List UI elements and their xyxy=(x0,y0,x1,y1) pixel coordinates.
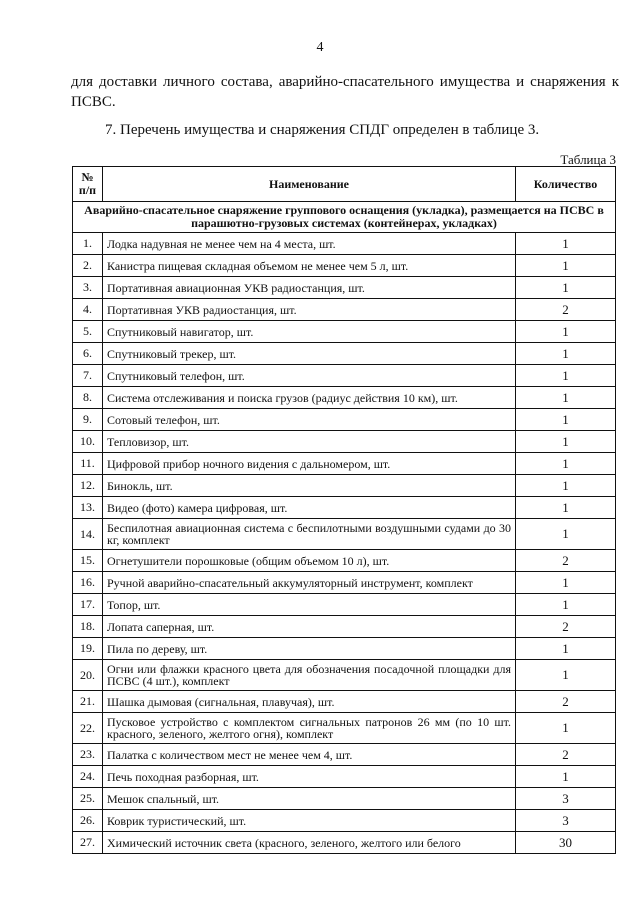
row-quantity: 1 xyxy=(516,766,616,788)
row-name: Бинокль, шт. xyxy=(103,475,516,497)
row-name: Огни или флажки красного цвета для обозначения посадочной площадки для ПСВС (4 шт.), комплект xyxy=(103,660,516,691)
row-name: Тепловизор, шт. xyxy=(103,431,516,453)
row-number: 25. xyxy=(73,788,103,810)
row-number: 4. xyxy=(73,299,103,321)
row-quantity: 1 xyxy=(516,431,616,453)
row-quantity: 1 xyxy=(516,255,616,277)
row-quantity: 2 xyxy=(516,744,616,766)
row-name: Мешок спальный, шт. xyxy=(103,788,516,810)
row-number: 17. xyxy=(73,594,103,616)
row-quantity: 1 xyxy=(516,638,616,660)
table-caption: Таблица 3 xyxy=(560,152,616,167)
row-quantity: 3 xyxy=(516,788,616,810)
row-name: Топор, шт. xyxy=(103,594,516,616)
row-number: 27. xyxy=(73,832,103,854)
section-title: Аварийно-спасательное снаряжение группового оснащения (укладка), размещается на ПСВС в парашютно-грузовых системах (контейнерах, укладках) xyxy=(73,202,616,233)
row-number: 15. xyxy=(73,550,103,572)
row-number: 7. xyxy=(73,365,103,387)
table-header-row xyxy=(73,167,616,202)
row-quantity: 1 xyxy=(516,343,616,365)
table-row xyxy=(73,519,616,550)
row-name: Спутниковый трекер, шт. xyxy=(103,343,516,365)
table-row xyxy=(73,550,616,572)
row-number: 22. xyxy=(73,713,103,744)
row-quantity: 1 xyxy=(516,497,616,519)
row-number: 9. xyxy=(73,409,103,431)
row-number: 20. xyxy=(73,660,103,691)
row-name: Ручной аварийно-спасательный аккумуляторный инструмент, комплект xyxy=(103,572,516,594)
row-name: Лопата саперная, шт. xyxy=(103,616,516,638)
row-name: Цифровой прибор ночного видения с дальномером, шт. xyxy=(103,453,516,475)
table-row xyxy=(73,713,616,744)
item-7-paragraph: 7. Перечень имущества и снаряжения СПДГ определен в таблице 3. xyxy=(105,122,540,138)
table-row xyxy=(73,431,616,453)
row-number: 8. xyxy=(73,387,103,409)
table-row xyxy=(73,365,616,387)
row-name: Лодка надувная не менее чем на 4 места, шт. xyxy=(103,233,516,255)
row-quantity: 3 xyxy=(516,810,616,832)
row-name: Коврик туристический, шт. xyxy=(103,810,516,832)
table-row xyxy=(73,744,616,766)
row-number: 6. xyxy=(73,343,103,365)
table-row xyxy=(73,453,616,475)
equipment-table xyxy=(72,166,616,854)
table-row xyxy=(73,475,616,497)
table-row xyxy=(73,409,616,431)
table-row xyxy=(73,594,616,616)
row-name: Видео (фото) камера цифровая, шт. xyxy=(103,497,516,519)
row-number: 19. xyxy=(73,638,103,660)
table-row xyxy=(73,638,616,660)
row-quantity: 1 xyxy=(516,713,616,744)
section-row xyxy=(73,202,616,233)
row-number: 12. xyxy=(73,475,103,497)
row-name: Палатка с количеством мест не менее чем 4, шт. xyxy=(103,744,516,766)
row-quantity: 1 xyxy=(516,519,616,550)
row-quantity: 2 xyxy=(516,299,616,321)
table-row xyxy=(73,277,616,299)
table-row xyxy=(73,572,616,594)
row-quantity: 1 xyxy=(516,453,616,475)
table-row xyxy=(73,343,616,365)
row-quantity: 2 xyxy=(516,616,616,638)
table-row xyxy=(73,299,616,321)
row-quantity: 1 xyxy=(516,594,616,616)
row-quantity: 1 xyxy=(516,572,616,594)
table-row xyxy=(73,321,616,343)
table-row xyxy=(73,497,616,519)
table-row xyxy=(73,766,616,788)
page-number: 4 xyxy=(316,40,324,55)
row-name: Портативная УКВ радиостанция, шт. xyxy=(103,299,516,321)
row-number: 16. xyxy=(73,572,103,594)
row-quantity: 1 xyxy=(516,409,616,431)
row-name: Печь походная разборная, шт. xyxy=(103,766,516,788)
row-number: 2. xyxy=(73,255,103,277)
row-quantity: 1 xyxy=(516,475,616,497)
row-quantity: 1 xyxy=(516,387,616,409)
row-name: Сотовый телефон, шт. xyxy=(103,409,516,431)
row-name: Огнетушители порошковые (общим объемом 10 л), шт. xyxy=(103,550,516,572)
row-quantity: 1 xyxy=(516,321,616,343)
row-number: 3. xyxy=(73,277,103,299)
intro-paragraph: для доставки личного состава, аварийно-спасательного имущества и снаряжения к ПСВС. xyxy=(71,74,619,110)
row-quantity: 1 xyxy=(516,233,616,255)
header-name: Наименование xyxy=(103,167,516,202)
row-name: Шашка дымовая (сигнальная, плавучая), шт. xyxy=(103,691,516,713)
row-number: 10. xyxy=(73,431,103,453)
row-name: Пила по дереву, шт. xyxy=(103,638,516,660)
row-name: Канистра пищевая складная объемом не менее чем 5 л, шт. xyxy=(103,255,516,277)
table-row xyxy=(73,788,616,810)
row-quantity: 1 xyxy=(516,660,616,691)
row-number: 11. xyxy=(73,453,103,475)
row-quantity: 2 xyxy=(516,550,616,572)
row-quantity: 2 xyxy=(516,691,616,713)
row-number: 23. xyxy=(73,744,103,766)
row-name: Портативная авиационная УКВ радиостанция, шт. xyxy=(103,277,516,299)
row-number: 24. xyxy=(73,766,103,788)
table-row xyxy=(73,810,616,832)
table-row xyxy=(73,255,616,277)
row-number: 21. xyxy=(73,691,103,713)
row-name: Спутниковый телефон, шт. xyxy=(103,365,516,387)
row-name: Беспилотная авиационная система с беспилотными воздушными судами до 30 кг, комплект xyxy=(103,519,516,550)
header-num: № п/п xyxy=(73,167,103,202)
row-number: 13. xyxy=(73,497,103,519)
row-quantity: 30 xyxy=(516,832,616,854)
table-row xyxy=(73,616,616,638)
row-number: 5. xyxy=(73,321,103,343)
table-row xyxy=(73,387,616,409)
table-row xyxy=(73,660,616,691)
row-quantity: 1 xyxy=(516,277,616,299)
header-qty: Количество xyxy=(516,167,616,202)
table-row xyxy=(73,832,616,854)
table-row xyxy=(73,691,616,713)
row-number: 18. xyxy=(73,616,103,638)
row-number: 14. xyxy=(73,519,103,550)
row-name: Химический источник света (красного, зеленого, желтого или белого xyxy=(103,832,516,854)
row-quantity: 1 xyxy=(516,365,616,387)
row-name: Пусковое устройство с комплектом сигнальных патронов 26 мм (по 10 шт. красного, зеленого, желтого огня), комплект xyxy=(103,713,516,744)
row-number: 26. xyxy=(73,810,103,832)
row-number: 1. xyxy=(73,233,103,255)
table-row xyxy=(73,233,616,255)
row-name: Спутниковый навигатор, шт. xyxy=(103,321,516,343)
row-name: Система отслеживания и поиска грузов (радиус действия 10 км), шт. xyxy=(103,387,516,409)
